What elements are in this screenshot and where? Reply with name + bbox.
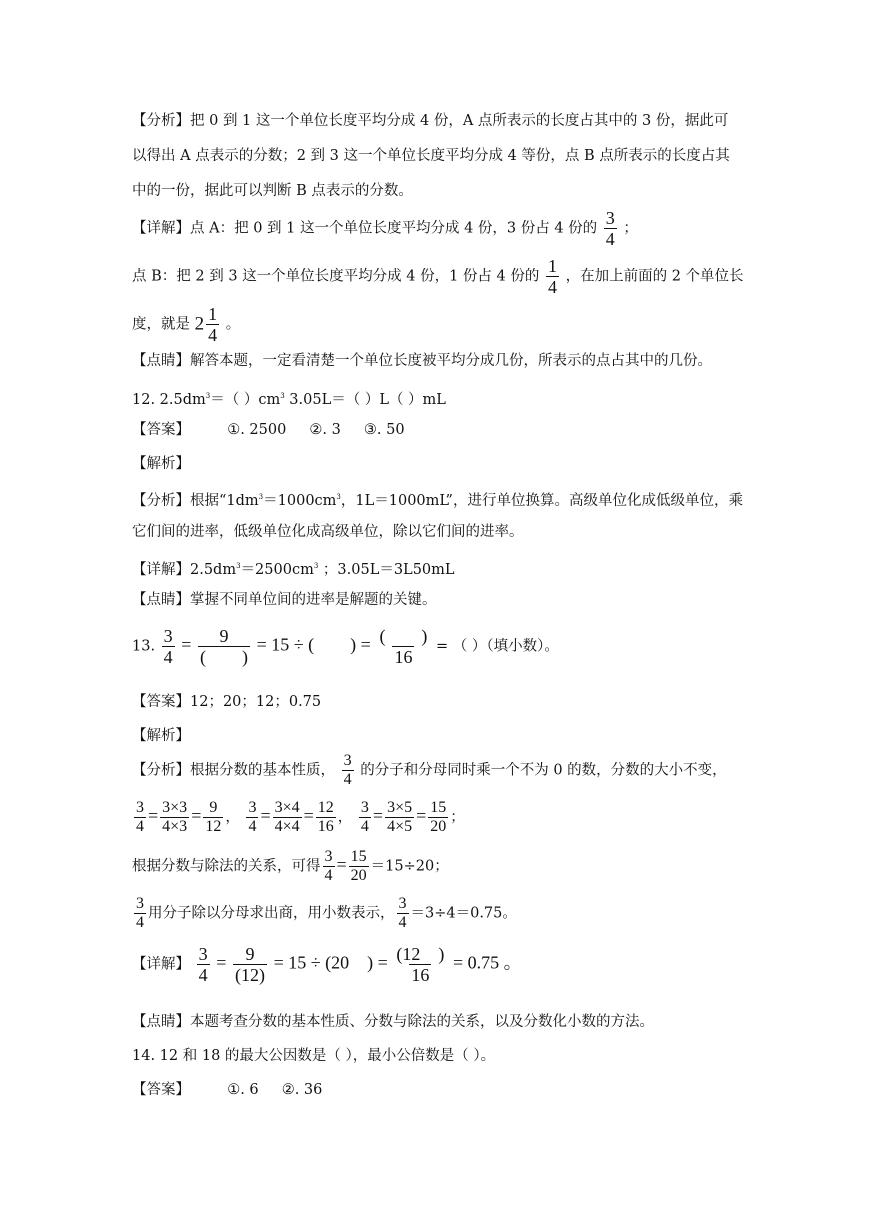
detail-text: 点 B：把 2 到 3 这一个单位长度平均分成 4 份，1 份占 4 份的 <box>132 268 540 285</box>
denominator: 4 <box>248 818 257 835</box>
q13-detail <box>132 944 522 985</box>
answer-label: 【答案】 <box>132 422 190 438</box>
denominator: 20 <box>430 818 447 835</box>
denominator: 4 <box>136 914 144 931</box>
q13-decimal <box>132 895 517 932</box>
fraction-9-blank <box>198 626 250 667</box>
denominator: 20 <box>350 867 367 884</box>
detail-text: 度，就是 <box>132 316 190 333</box>
fraction-3-4 <box>604 208 617 249</box>
q11-detail-result <box>132 304 240 345</box>
numerator: 15 <box>430 799 447 816</box>
text-b: ＝1000cm <box>263 493 337 509</box>
answer-label: 【答案】 <box>132 1082 190 1098</box>
question-number: 13. <box>132 638 156 655</box>
equals: = <box>372 805 384 826</box>
sup-3: 3 <box>236 562 241 570</box>
equals: = <box>216 952 227 973</box>
denominator: 4 <box>343 771 352 788</box>
denominator: 4 <box>136 818 144 835</box>
q12-answer <box>132 420 405 440</box>
equals: = <box>336 854 347 875</box>
q11-comment: 【点睛】解答本题，一定看清楚一个单位长度被平均分成几份，所表示的点占其中的几份。 <box>132 353 712 369</box>
sup-3: 3 <box>205 392 211 400</box>
text-a: 【详解】2.5dm <box>132 562 237 578</box>
equals: = <box>260 805 271 826</box>
fraction <box>246 799 258 836</box>
text-a: 用分子除以分母求出商，用小数表示， <box>148 905 395 922</box>
text-b: 的分子和分母同时乘一个不为 0 的数，分数的大小不变， <box>360 762 727 779</box>
numerator: 3 <box>248 799 257 816</box>
detail-tail: = 0.75 。 <box>452 952 522 973</box>
fraction <box>273 799 302 836</box>
denominator: 4 <box>605 229 615 249</box>
denominator: (12) <box>234 965 265 985</box>
text-c: ，1L＝1000mL”，进行单位换算。高级单位化成低级单位，乘 <box>340 493 743 509</box>
answer-values: ①. 2500 ②. 3 ③. 50 <box>227 422 405 438</box>
sup-3: 3 <box>313 562 319 570</box>
text-c: 。 <box>502 905 517 922</box>
answer-values: ①. 6 ②. 36 <box>227 1082 323 1098</box>
equals: = <box>148 805 159 826</box>
q13-jiexi: 【解析】 <box>132 728 190 744</box>
fraction-blank-16 <box>377 626 429 667</box>
numerator: 3 <box>136 799 144 816</box>
division-blank: = 15 ÷ ( ) = <box>256 634 371 655</box>
q12-comment: 【点睛】掌握不同单位间的进率是解题的关键。 <box>132 592 437 608</box>
q11-detail-point-b <box>132 256 744 297</box>
text-b: ＝2500cm <box>240 562 314 578</box>
denominator: 16 <box>317 818 334 835</box>
detail-end: 。 <box>225 316 241 333</box>
fraction <box>349 848 369 885</box>
text-a: 根据分数与除法的关系，可得 <box>132 858 321 875</box>
numerator: 1 <box>208 304 218 324</box>
detail-end: ，在加上前面的 2 个单位长 <box>565 268 744 285</box>
equals: = <box>303 805 314 826</box>
q11-analysis-line3: 中的一份，据此可以判断 B 点表示的分数。 <box>132 183 413 199</box>
denominator: 4 <box>547 277 557 297</box>
numerator: 3 <box>163 626 173 646</box>
numerator: 3 <box>198 944 208 964</box>
division: = 15 ÷ (20 ) = <box>273 952 388 973</box>
sup-3: 3 <box>336 493 341 501</box>
denominator: 4 <box>198 965 208 985</box>
q11-detail-point-a <box>132 208 638 249</box>
denominator: 4×3 <box>162 818 188 835</box>
text-a: 【分析】根据“1dm <box>132 493 259 509</box>
numerator: 3 <box>605 208 615 228</box>
fraction <box>134 895 146 932</box>
numerator: 15 <box>350 848 367 865</box>
fraction-3-4 <box>197 944 210 985</box>
numerator: 9 <box>219 626 229 646</box>
q13-relation <box>132 848 449 885</box>
numerator: 3 <box>360 799 369 816</box>
question-tail: = （ ）（填小数）。 <box>436 638 559 655</box>
fraction-3-4 <box>342 752 354 789</box>
q12-analysis-line1 <box>132 487 743 511</box>
denominator: 4 <box>163 647 173 667</box>
equals: = <box>416 805 427 826</box>
sup-3: 3 <box>258 493 264 501</box>
fraction <box>134 799 146 836</box>
fraction <box>428 799 448 836</box>
text-b: ＝3÷4＝0.75 <box>410 905 503 922</box>
q12-text-b: ＝（ ）cm <box>210 392 281 408</box>
text-c: ；3.05L＝3L50mL <box>318 562 455 578</box>
text-b: ＝15÷20； <box>370 858 449 875</box>
q12-jiexi: 【解析】 <box>132 456 190 472</box>
fraction <box>203 799 223 836</box>
fraction-12-16 <box>394 944 446 985</box>
text-a: 【分析】根据分数的基本性质， <box>132 762 335 779</box>
denominator: 4 <box>398 914 407 931</box>
denominator: 4×5 <box>387 818 413 835</box>
numerator: 9 <box>209 799 218 816</box>
fraction <box>316 799 336 836</box>
numerator: 12 <box>317 799 334 816</box>
numerator-blank: ( ) <box>379 626 428 646</box>
q14-question: 14. 12 和 18 的最大公因数是（ ），最小公倍数是（ ）。 <box>132 1048 496 1064</box>
q13-question <box>132 626 559 667</box>
fraction <box>160 799 189 836</box>
numerator: 3 <box>324 848 333 865</box>
q12-question <box>132 386 446 410</box>
mixed-whole: 2 <box>194 313 205 335</box>
q11-analysis-line2: 以得出 A 点表示的分数；2 到 3 这一个单位长度平均分成 4 等份，点 B 点所表示的长度占其 <box>132 148 730 164</box>
numerator: 3×3 <box>162 799 188 816</box>
fraction-9-12 <box>233 944 267 985</box>
numerator: 9 <box>245 944 255 964</box>
denominator: 4 <box>360 818 369 835</box>
numerator: (12 ) <box>396 944 445 964</box>
q14-answer <box>132 1080 322 1100</box>
detail-text: 【详解】点 A：把 0 到 1 这一个单位长度平均分成 4 份，3 份占 4 份的 <box>132 220 598 237</box>
denominator: 4 <box>324 867 333 884</box>
numerator: 3×4 <box>274 799 300 816</box>
denominator: 12 <box>205 818 222 835</box>
detail-label: 【详解】 <box>132 956 190 973</box>
q12-text-a: 12. 2.5dm <box>132 392 206 408</box>
detail-end: ； <box>623 220 638 237</box>
fraction-1-4 <box>206 304 219 345</box>
denominator: 16 <box>394 647 413 667</box>
denominator-blank: ( ) <box>200 647 249 667</box>
q13-analysis-line1 <box>132 752 727 789</box>
equals: = <box>181 634 192 655</box>
numerator: 3 <box>343 752 352 769</box>
fraction-3-4 <box>162 626 175 667</box>
q12-analysis-line2: 它们间的进率，低级单位化成高级单位，除以它们间的进率。 <box>132 524 524 540</box>
numerator: 3 <box>398 895 407 912</box>
fraction <box>323 848 335 885</box>
fraction <box>385 799 414 836</box>
equals: = <box>191 805 202 826</box>
q13-answer: 【答案】12；20；12；0.75 <box>132 694 322 710</box>
numerator: 3×5 <box>387 799 413 816</box>
fraction-1-4 <box>546 256 559 297</box>
numerator: 3 <box>136 895 144 912</box>
denominator: 4×4 <box>274 818 300 835</box>
numerator: 1 <box>547 256 557 276</box>
q13-comment: 【点睛】本题考查分数的基本性质、分数与除法的关系，以及分数化小数的方法。 <box>132 1014 654 1030</box>
denominator: 16 <box>411 965 430 985</box>
q11-analysis-line1: 【分析】把 0 到 1 这一个单位长度平均分成 4 份，A 点所表示的长度占其中的 3 份，据此可 <box>132 113 729 129</box>
sup-3: 3 <box>280 392 285 400</box>
denominator: 4 <box>208 325 218 345</box>
fraction <box>359 799 371 836</box>
q13-equation-chain: $\frac{3}{4}$ = $\frac{3\times 3}{4\times 3}$ = $\frac{9}{12}$ ， $\frac{3}{4}$ = $\frac{3\times 4}{4\times 4}$ = $\frac{12}{16}$ ， $\frac{3}{4}$ = $\frac{3\times 5}{4\times 5}$ = $\frac{15}{20}$ ； <box>136 799 465 835</box>
fraction <box>397 895 409 932</box>
q12-detail <box>132 556 455 580</box>
q12-text-c: 3.05L＝（ ）L（ ）mL <box>284 392 446 408</box>
